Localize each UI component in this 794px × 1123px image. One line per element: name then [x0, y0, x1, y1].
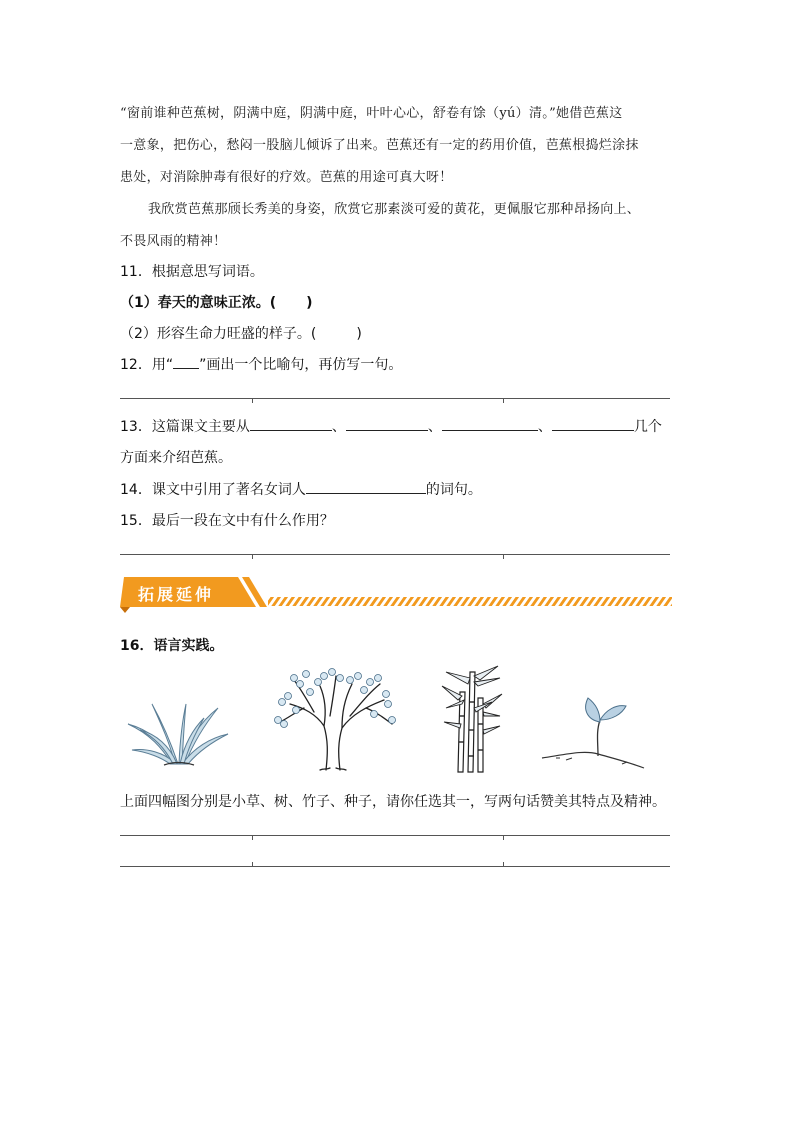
question-11-2-close: )	[356, 326, 362, 342]
passage-line-5: 不畏风雨的精神！	[120, 234, 227, 249]
passage-line-4: 我欣赏芭蕉那颀长秀美的身姿，欣赏它那素淡可爱的黄花，更佩服它那种昂扬向上、	[148, 202, 641, 217]
question-14	[120, 479, 482, 499]
tick	[503, 399, 504, 403]
answer-line-16-2[interactable]	[120, 866, 670, 867]
question-12	[120, 354, 402, 374]
question-14-text-b: 的词句。	[425, 482, 482, 498]
blank-13-1[interactable]	[250, 430, 332, 431]
tick	[252, 399, 253, 403]
answer-line-16-1[interactable]	[120, 835, 670, 836]
question-11-1-text: （1）春天的意味正浓。(	[120, 295, 277, 311]
seedling-icon	[538, 684, 646, 774]
blank-13-4[interactable]	[552, 430, 634, 431]
grass-icon	[126, 700, 230, 768]
question-13-text-b: 几个	[633, 419, 662, 435]
sep: 、	[427, 419, 442, 435]
underline-sample	[173, 368, 199, 369]
question-14-text-a: 14．课文中引用了著名女词人	[120, 482, 306, 498]
passage-line-3: 患处，对消除肿毒有很好的疗效。芭蕉的用途可真大呀！	[120, 170, 453, 185]
sep: 、	[331, 419, 346, 435]
passage-line-1: “窗前谁种芭蕉树，阴满中庭，阴满中庭，叶叶心心，舒卷有馀（yú）清。”她借芭蕉这	[120, 106, 623, 121]
question-12-text-b: ”画出一个比喻句，再仿写一句。	[199, 357, 403, 373]
question-13-cont: 方面来介绍芭蕉。	[120, 450, 232, 466]
tick	[503, 862, 504, 866]
question-11-1	[120, 292, 313, 312]
question-13	[120, 416, 662, 436]
question-11: 11．根据意思写词语。	[120, 264, 264, 280]
question-16-prompt: 上面四幅图分别是小草、树、竹子、种子，请你任选其一，写两句话赞美其特点及精神。	[120, 794, 666, 810]
question-16: 16．语言实践。	[120, 638, 224, 654]
tick	[252, 862, 253, 866]
passage-line-2: 一意象，把伤心，愁闷一股脑儿倾诉了出来。芭蕉还有一定的药用价值，芭蕉根捣烂涂抹	[120, 138, 639, 153]
section-title: 拓展延伸	[138, 585, 215, 604]
question-11-1-close: )	[306, 295, 313, 311]
blank-13-2[interactable]	[346, 430, 428, 431]
sep: 、	[537, 419, 552, 435]
tick	[503, 836, 504, 840]
blank-13-3[interactable]	[442, 430, 538, 431]
blank-14[interactable]	[306, 493, 426, 494]
tick	[503, 555, 504, 559]
tree-icon	[270, 664, 402, 772]
tick	[252, 836, 253, 840]
question-11-2-text: （2）形容生命力旺盛的样子。(	[120, 326, 317, 342]
answer-line-15[interactable]	[120, 554, 670, 555]
question-11-2	[120, 323, 362, 343]
question-13-text-a: 13．这篇课文主要从	[120, 419, 250, 435]
answer-line-12[interactable]	[120, 398, 670, 399]
bamboo-icon	[440, 664, 504, 774]
question-15: 15．最后一段在文中有什么作用？	[120, 513, 334, 529]
question-12-text-a: 12．用“	[120, 357, 174, 373]
tick	[252, 555, 253, 559]
